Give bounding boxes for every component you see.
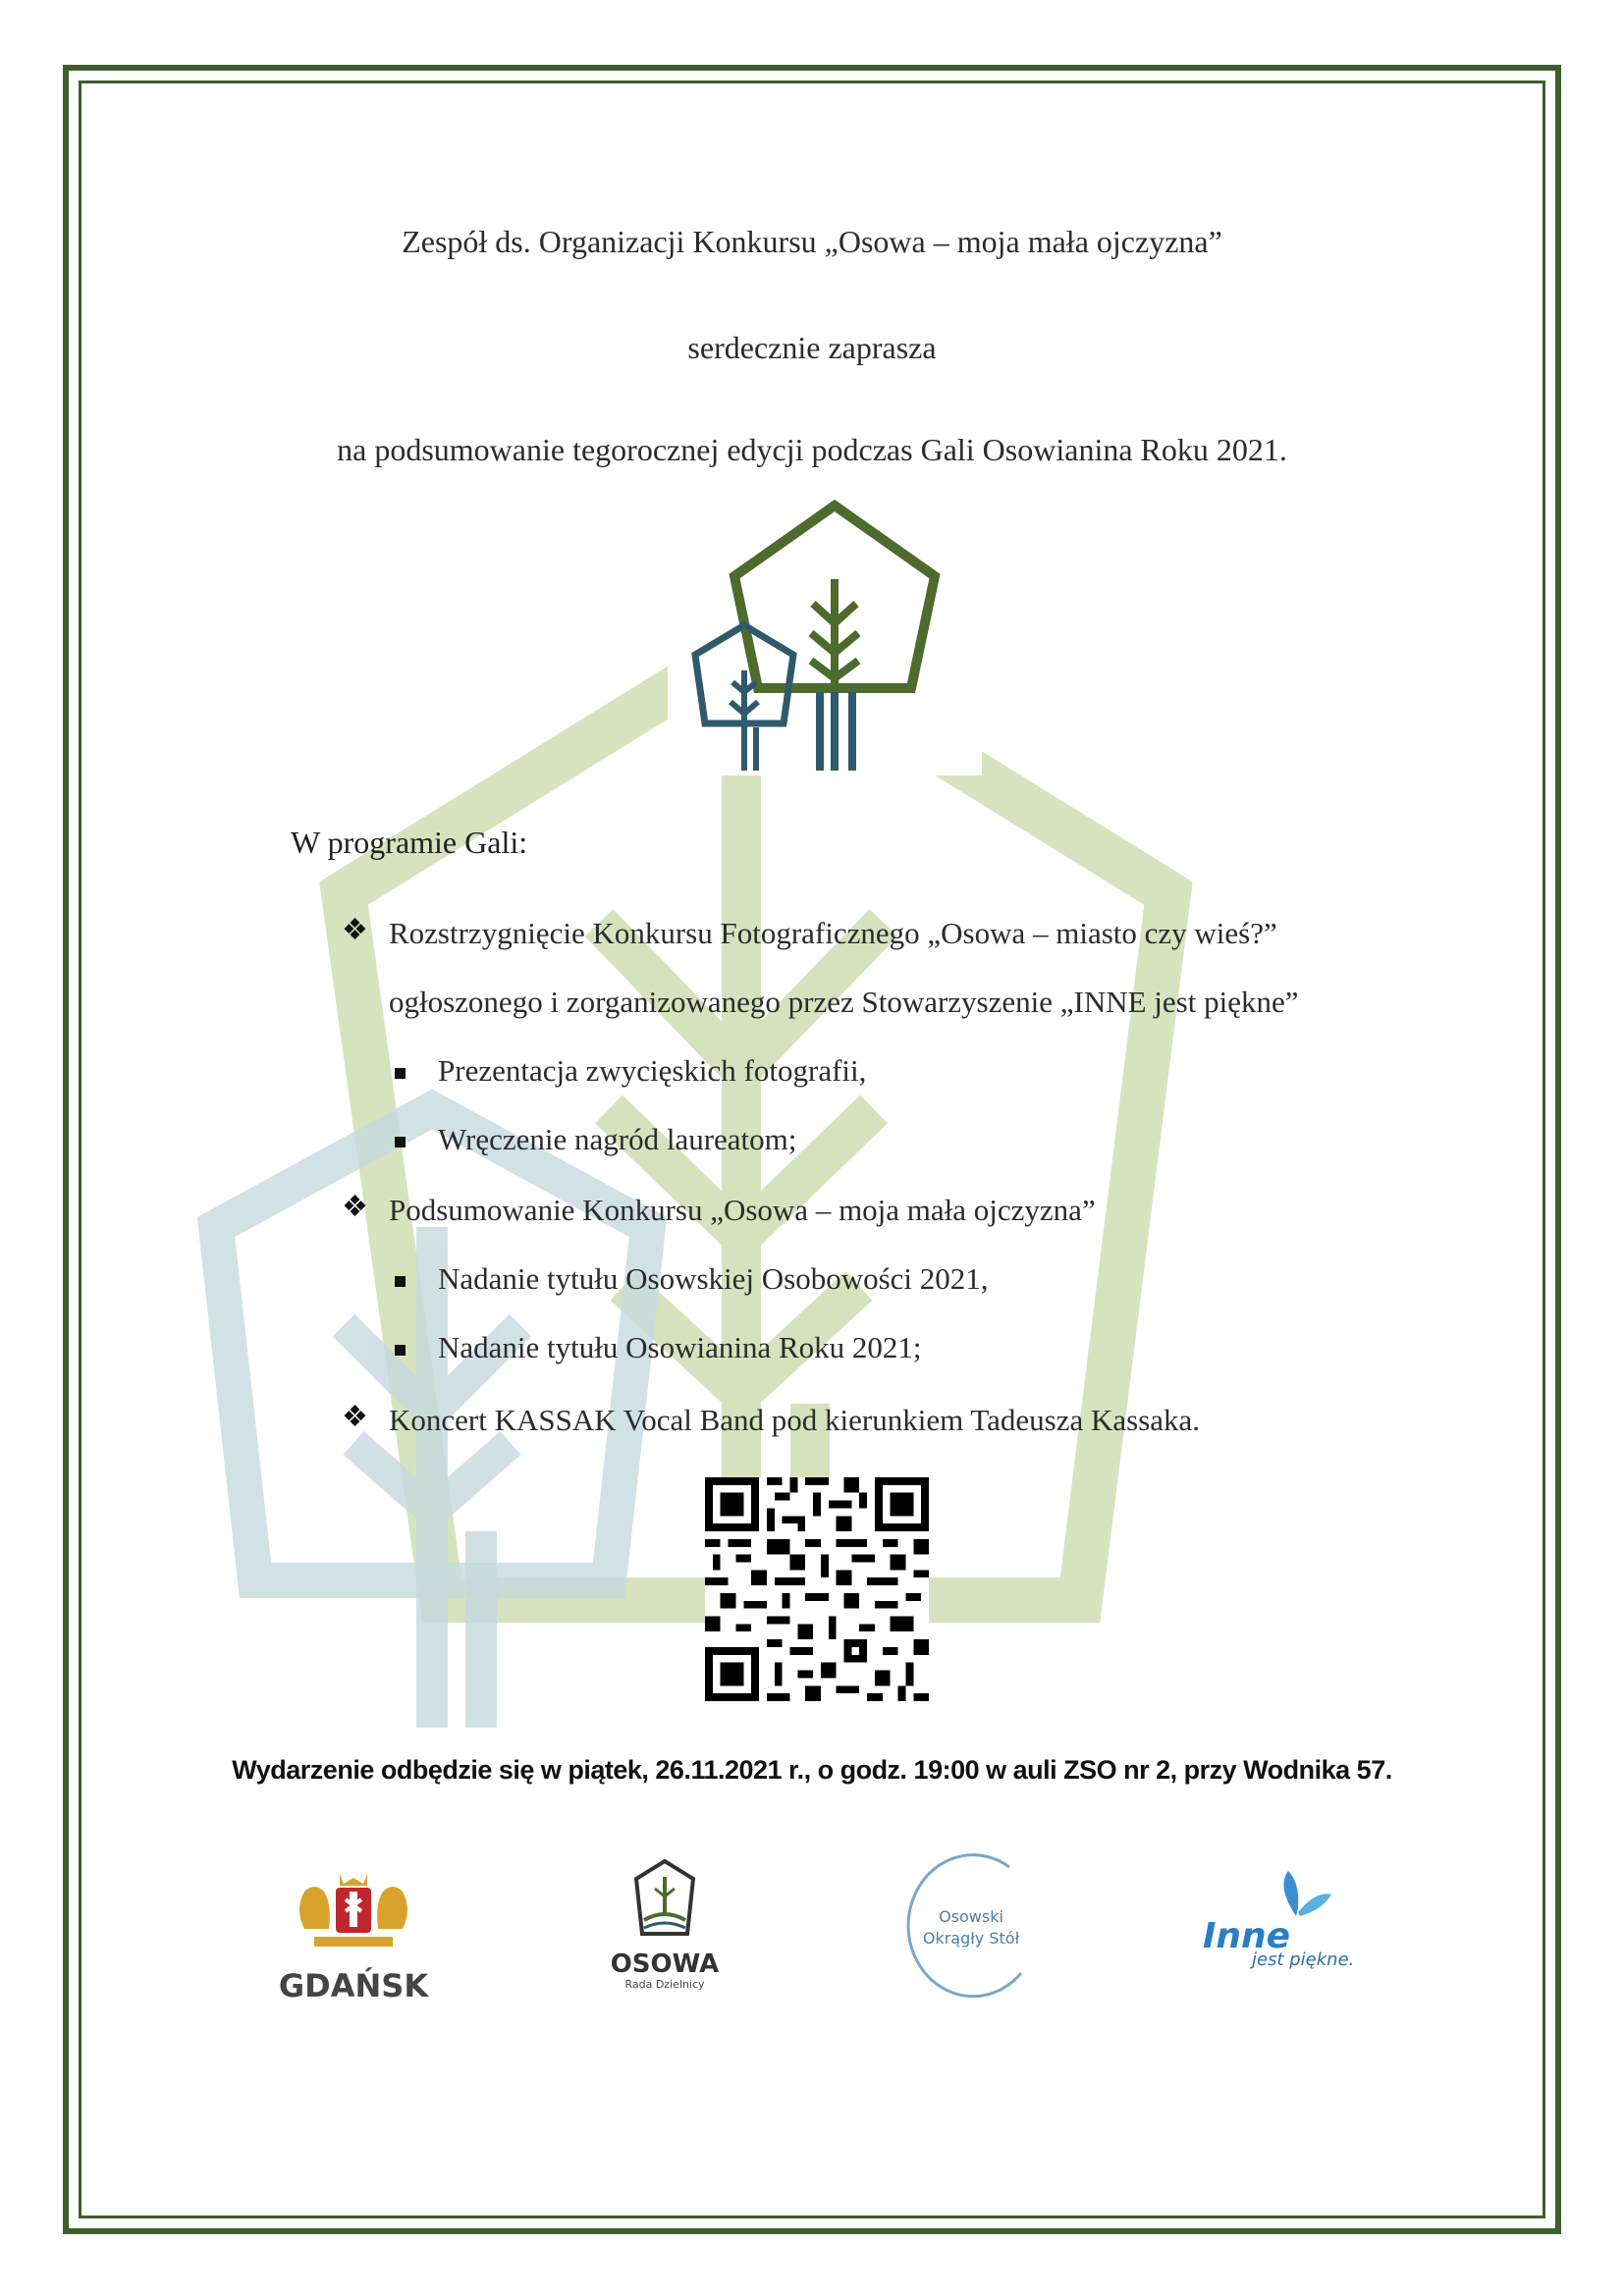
gdansk-label: GDAŃSK (278, 1967, 429, 2004)
osowa-trees-logo (668, 496, 982, 775)
inne-word: Inne (1203, 1916, 1291, 1956)
bullet-square-icon (395, 1345, 406, 1356)
program-item-1: Rozstrzygnięcie Konkursu Fotograficznego „Osowa – miasto czy wieś?” (389, 916, 1277, 950)
bullet-diamond-icon: ❖ (342, 1401, 368, 1433)
program-subitem-2-2: Nadanie tytułu Osowianina Roku 2021; (438, 1330, 922, 1364)
osowa-shield-icon (630, 1857, 699, 1946)
bullet-square-icon (395, 1068, 406, 1079)
bullet-square-icon (395, 1276, 406, 1287)
osowski-okragly-stol-logo (901, 1845, 1041, 2017)
okragly-line2: Okrągły Stół (922, 1929, 1020, 1948)
program-item-3: Koncert KASSAK Vocal Band pod kierunkiem Tadeusza Kassaka. (389, 1403, 1201, 1437)
bullet-diamond-icon: ❖ (342, 914, 368, 946)
program-item-2: Podsumowanie Konkursu „Osowa – moja mała ojczyzna” (389, 1193, 1096, 1227)
invitation-line: serdecznie zaprasza (687, 330, 937, 365)
program-subitem-1-2: Wręczenie nagród laureatom; (438, 1122, 797, 1156)
osowa-rada-logo (601, 1857, 729, 2004)
inne-tagline: jest piękne. (1252, 1949, 1355, 1970)
program-subitem-2-1: Nadanie tytułu Osowskiej Osobowości 2021, (438, 1261, 989, 1296)
osowa-label: OSOWA (610, 1949, 720, 1979)
bullet-square-icon (395, 1137, 406, 1148)
inne-jest-piekne-logo (1203, 1867, 1360, 1985)
okragly-line1: Osowski (939, 1907, 1003, 1926)
gdansk-logo (275, 1870, 432, 2004)
event-description-line: na podsumowanie tegorocznej edycji podczas Gali Osowianina Roku 2021. (337, 432, 1287, 467)
program-subitem-1-1: Prezentacja zwycięskich fotografii, (438, 1053, 867, 1088)
osowa-sublabel: Rada Dzielnicy (624, 1978, 705, 1991)
program-title: W programie Gali: (291, 825, 528, 860)
event-details: Wydarzenie odbędzie się w piątek, 26.11.2021 r., o godz. 19:00 w auli ZSO nr 2, przy Wodnika 57. (232, 1755, 1392, 1785)
program-item-1-continuation: ogłoszonego i zorganizowanego przez Stowarzyszenie „INNE jest piękne” (389, 985, 1299, 1019)
bullet-diamond-icon: ❖ (342, 1191, 368, 1223)
organizer-line: Zespół ds. Organizacji Konkursu „Osowa – moja mała ojczyzna” (402, 224, 1222, 259)
qr-code[interactable] (705, 1477, 929, 1701)
gdansk-coat-of-arms-icon (275, 1870, 432, 1958)
